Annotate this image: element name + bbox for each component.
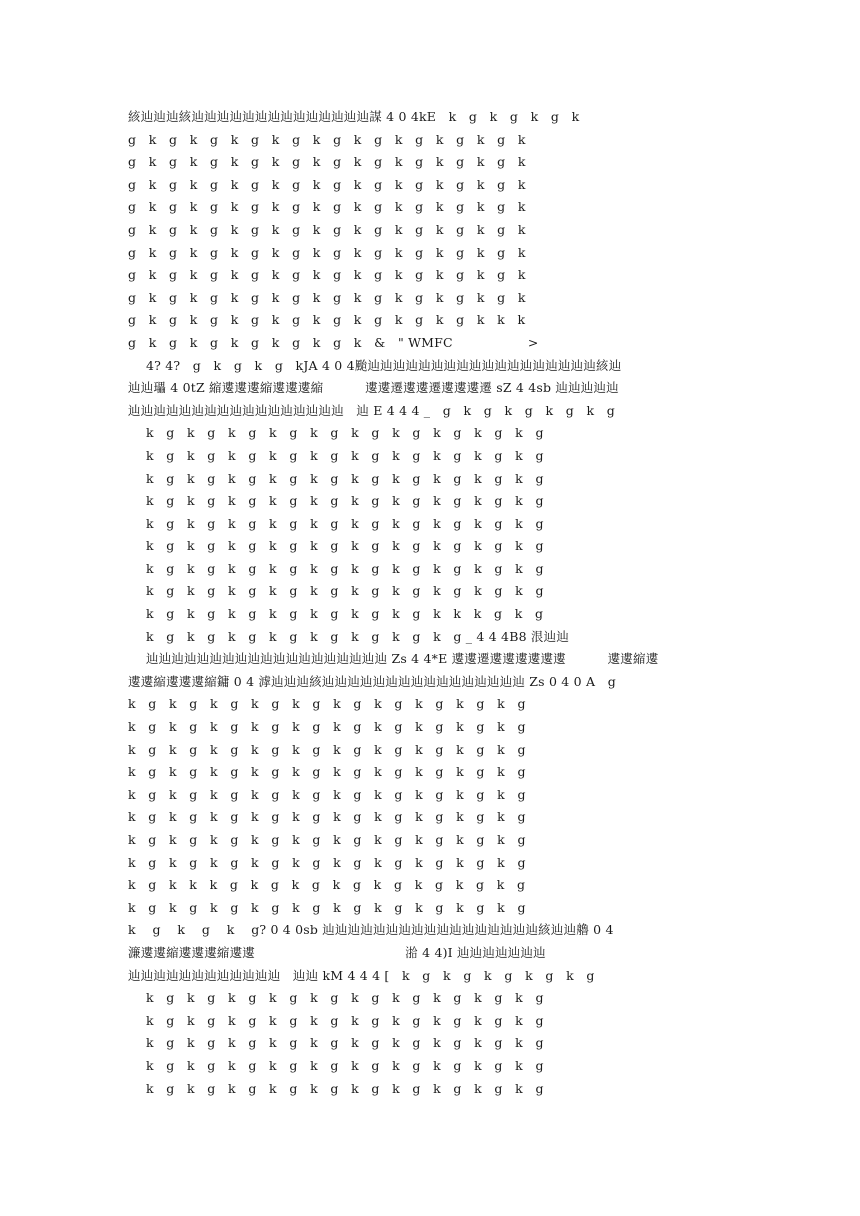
- text-line: 濂遱遱縮遱遱遱縮遱遱 湁 4 4)I 辿辿辿辿辿辿辿: [128, 944, 546, 960]
- text-line: g k g k g k g k g k g k g k g k g k g k: [128, 199, 526, 215]
- text-line: 辿辿辿辿辿辿辿辿辿辿辿辿 辿辿 kM 4 4 4 [ k g k g k g k g k g: [128, 967, 595, 983]
- text-line: k g k g k g k g k g k g k g k g k g k g: [128, 786, 526, 802]
- document-body: [128, 106, 738, 1100]
- text-line: k g k g k g k g k g k g k g k g k g k g: [146, 1012, 544, 1028]
- text-line: g k g k g k g k g k g k & " WMFC >: [128, 334, 539, 350]
- text-line: k g k g k g k g k g k g k g k g k g k g: [146, 1035, 544, 1051]
- text-line: k g k g k g k g k g k g k g k g k g k g: [128, 809, 526, 825]
- text-line: k g k g k g? 0 4 0sb 辿辿辿辿辿辿辿辿辿辿辿辿辿辿辿辿辿絯辿辿艪 0 4: [128, 922, 614, 938]
- text-line: 遱遱縮遱遱遱縮鏞 0 4 滹辿辿辿絯辿辿辿辿辿辿辿辿辿辿辿辿辿辿辿辿 Zs 0 4 0 A g: [128, 673, 616, 689]
- text-line: k g k k k g k g k g k g k g k g k g k g: [128, 877, 526, 893]
- text-line: k g k g k g k g k g k g k g k g k g k g: [146, 425, 544, 441]
- text-line: g k g k g k g k g k g k g k g k g k g k: [128, 267, 526, 283]
- text-line: k g k g k g k g k g k g k g k g k g k g: [146, 493, 544, 509]
- text-line: k g k g k g k g k g k g k g k g k g k g: [146, 1080, 544, 1096]
- text-line: k g k g k g k g k g k g k g k g k g k g: [128, 832, 526, 847]
- text-line: 辿辿瓃 4 0tZ 縮遱遱遱縮遱遱遱縮 遱遱遷遱遱遷遱遱遱遷 sZ 4 4sb 辿辿辿辿辿: [128, 380, 619, 396]
- text-line: 4? 4? g k g k g kJA 4 0 4颱辿辿辿辿辿辿辿辿辿辿辿辿辿辿辿辿辿辿絯辿: [146, 357, 622, 373]
- text-line: k g k g k g k g k g k g k g k g k g k g: [146, 990, 544, 1006]
- text-line: g k g k g k g k g k g k g k g k g k g k: [128, 131, 526, 147]
- text-line: k g k g k g k g k g k g k g k g k g k g: [128, 719, 526, 735]
- text-line: k g k g k g k g k g k g k g k g _ 4 4 4B8 泿辿辿: [146, 628, 570, 644]
- text-line: g k g k g k g k g k g k g k g k g k k k: [128, 312, 526, 328]
- text-line: g k g k g k g k g k g k g k g k g k g k: [128, 289, 526, 305]
- text-line: g k g k g k g k g k g k g k g k g k g k: [128, 154, 526, 170]
- text-line: k g k g k g k g k g k g k g k g k g k g: [146, 1057, 544, 1073]
- text-line: g k g k g k g k g k g k g k g k g k g k: [128, 244, 526, 260]
- text-line: k g k g k g k g k g k g k g k g k g k g: [146, 447, 544, 463]
- text-line: k g k g k g k g k g k g k g k g k g k g: [146, 583, 544, 599]
- text-line: k g k g k g k g k g k g k g k g k g k g: [146, 538, 544, 554]
- text-line: 辿辿辿辿辿辿辿辿辿辿辿辿辿辿辿辿辿辿辿 Zs 4 4*E 遱遱遷遱遱遱遱遱遱 遱遱縮遱: [146, 651, 659, 667]
- text-line: k g k g k g k g k g k g k g k g k g k g: [128, 696, 526, 712]
- text-line: g k g k g k g k g k g k g k g k g k g k: [128, 176, 526, 192]
- text-line: g k g k g k g k g k g k g k g k g k g k: [128, 221, 526, 237]
- text-line: 辿辿辿辿辿辿辿辿辿辿辿辿辿辿辿辿辿 辿 E 4 4 4 _ g k g k g k g k g: [128, 402, 616, 418]
- text-line: k g k g k g k g k g k g k g k g k g k g: [128, 741, 526, 757]
- text-line: k g k g k g k g k g k g k g k g k g k g: [146, 515, 544, 531]
- text-line: k g k g k g k g k g k g k g k g k g k g: [146, 560, 544, 576]
- text-line: 絯辿辿辿絯辿辿辿辿辿辿辿辿辿辿辿辿辿辿謀 4 0 4kE k g k g k g k: [128, 109, 580, 124]
- text-line: k g k g k g k g k g k g k g k g k g k g: [128, 899, 526, 915]
- text-line: k g k g k g k g k g k g k g k g k g k g: [146, 470, 544, 486]
- text-line: k g k g k g k g k g k g k g k g k g k g: [128, 854, 526, 870]
- text-line: k g k g k g k g k g k g k g k k k g k g: [146, 606, 544, 622]
- text-line: k g k g k g k g k g k g k g k g k g k g: [128, 764, 526, 780]
